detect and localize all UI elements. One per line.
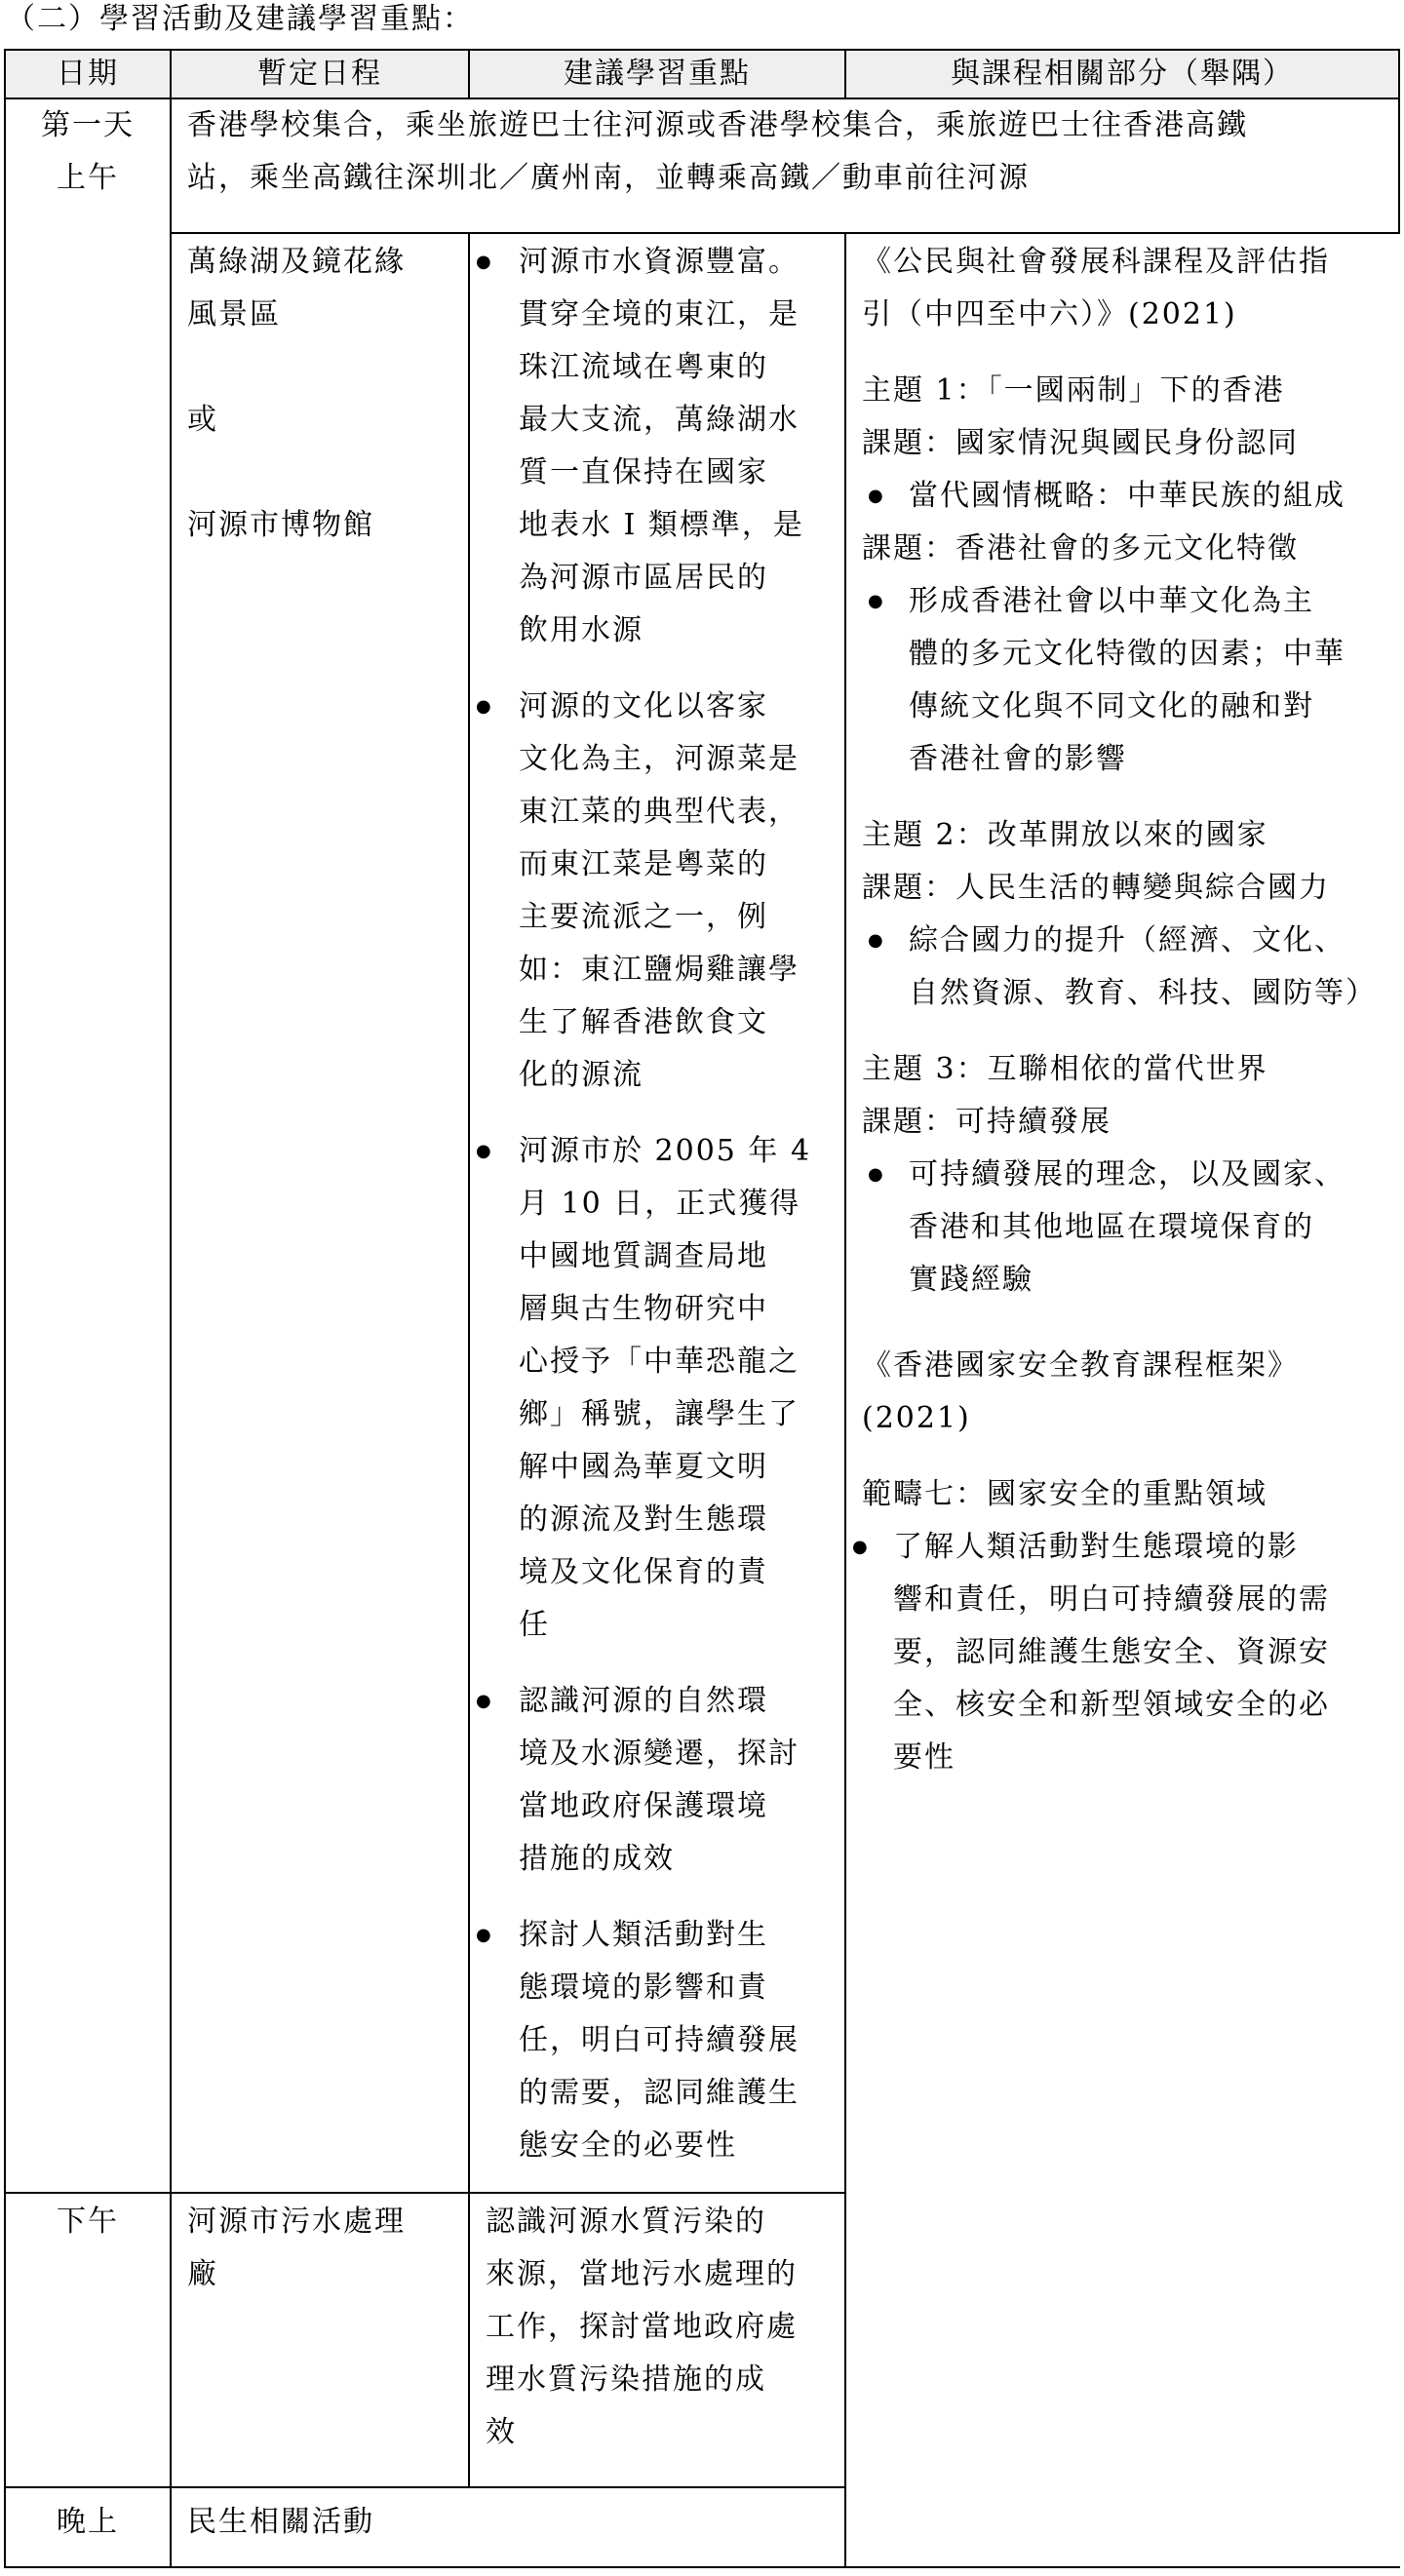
topic-3: 課題：可持續發展	[862, 1105, 1112, 1139]
afternoon-schedule	[187, 2196, 466, 2301]
table-border-bottom	[4, 2566, 846, 2568]
morning-schedule	[187, 236, 466, 552]
doc1-title-line-1: 《公民與社會發展科課程及評估指	[862, 245, 1330, 279]
scope-7: 範疇七：國家安全的重點領域	[862, 1477, 1268, 1511]
doc1-title-line-2: 引（中四至中六）》(2021)	[862, 297, 1237, 332]
afternoon-focus-line-1: 認識河源水質污染的	[486, 2205, 766, 2239]
bullet-3: ● 可持續發展的理念，以及國家、 香港和其他地區在環境保育的 實踐經驗	[862, 1149, 1396, 1307]
topic-1b: 課題：香港社會的多元文化特徵	[862, 531, 1299, 566]
evening-schedule: 民生相關活動	[187, 2505, 374, 2539]
table-border-right	[1398, 49, 1400, 234]
section-heading: （二）學習活動及建議學習重點：	[6, 2, 474, 36]
curriculum-border-bottom	[844, 2566, 1400, 2568]
morning-afternoon-divider	[4, 2192, 846, 2194]
day-label: 第一天	[41, 108, 135, 142]
doc2-title-line-2: (2021)	[862, 1401, 971, 1435]
header-schedule: 暫定日程	[257, 57, 382, 91]
afternoon-focus-line-5: 效	[486, 2415, 517, 2449]
focus-item-dinosaur: ● 河源市於 2005 年 4 月 10 日，正式獲得 中國地質調查局地 層與古生物研究中 心授予「中華恐龍之 鄉」稱號，讓學生了 解中國為華夏文明 的源流及對生態環 境及文化保育的責 任	[470, 1125, 844, 1652]
bullet-4: ● 了解人類活動對生態環境的影 響和責任，明白可持續發展的需 要，認同維護生態安全、資源安 全、核安全和新型領域安全的必 要性	[846, 1521, 1396, 1784]
header-date: 日期	[57, 57, 119, 91]
evening-date: 晚上	[57, 2505, 119, 2539]
theme-1: 主題 1：「一國兩制」下的香港	[862, 373, 1285, 408]
doc2-title-line-1: 《香港國家安全教育課程框架》	[862, 1348, 1299, 1383]
table-border-left	[4, 49, 6, 2568]
bullet-1a: ● 當代國情概略：中華民族的組成	[862, 470, 1396, 523]
curriculum-links	[862, 245, 1396, 1784]
afternoon-focus-line-2: 來源，當地污水處理的	[486, 2257, 798, 2291]
theme-3: 主題 3：互聯相依的當代世界	[862, 1052, 1268, 1086]
schedule-museum: 河源市博物館	[187, 508, 374, 542]
header-focus: 建議學習重點	[564, 57, 751, 91]
focus-item-ecology: ● 探討人類活動對生 態環境的影響和責 任，明白可持續發展 的需要，認同維護生 態安全的必要性	[470, 1909, 844, 2172]
afternoon-focus	[486, 2196, 842, 2459]
focus-column-divider	[844, 232, 846, 2568]
topic-2: 課題：人民生活的轉變與綜合國力	[862, 871, 1330, 905]
focus-item-culture: ● 河源的文化以客家 文化為主，河源菜是 東江菜的典型代表， 而東江菜是粵菜的 主要流派之一，例 如：東江鹽焗雞讓學 生了解香港飲食文 化的源流	[470, 681, 844, 1102]
gathering-description	[187, 99, 1392, 205]
theme-2: 主題 2：改革開放以來的國家	[862, 818, 1268, 852]
date-column-divider	[170, 49, 172, 2568]
afternoon-date: 下午	[57, 2205, 119, 2239]
gathering-line-2: 站，乘坐高鐵往深圳北／廣州南，並轉乘高鐵／動車前往河源	[187, 161, 1030, 195]
header-curriculum: 與課程相關部分（舉隅）	[951, 57, 1294, 91]
schedule-or: 或	[187, 403, 218, 437]
topic-1a: 課題：國家情況與國民身份認同	[862, 426, 1299, 460]
afternoon-focus-line-4: 理水質污染措施的成	[486, 2362, 766, 2397]
gathering-line-1: 香港學校集合，乘坐旅遊巴士往河源或香港學校集合，乘旅遊巴士往香港高鐵	[187, 108, 1248, 142]
bullet-2: ● 綜合國力的提升（經濟、文化、 自然資源、教育、科技、國防等）	[862, 915, 1396, 1020]
afternoon-focus-line-3: 工作，探討當地政府處	[486, 2310, 798, 2344]
focus-item-water: ● 河源市水資源豐富。 貫穿全境的東江，是 珠江流域在粵東的 最大支流，萬綠湖水 質一直保持在國家 地表水 I 類標準，是 為河源市區居民的 飲用水源	[470, 236, 844, 657]
afternoon-schedule-line-1: 河源市污水處理	[187, 2205, 406, 2239]
afternoon-evening-divider	[4, 2486, 846, 2488]
gathering-row-divider	[170, 232, 1400, 234]
day1-morning-date	[6, 99, 170, 205]
schedule-lake-line-1: 萬綠湖及鏡花緣	[187, 245, 406, 279]
morning-focus	[470, 236, 844, 2172]
morning-label: 上午	[57, 161, 119, 195]
afternoon-schedule-line-2: 廠	[187, 2257, 218, 2291]
focus-item-environment: ● 認識河源的自然環 境及水源變遷，探討 當地政府保護環境 措施的成效	[470, 1675, 844, 1886]
schedule-lake-line-2: 風景區	[187, 297, 281, 332]
bullet-1b: ● 形成香港社會以中華文化為主 體的多元文化特徵的因素；中華 傳統文化與不同文化的融和對 香港社會的影響	[862, 575, 1396, 786]
